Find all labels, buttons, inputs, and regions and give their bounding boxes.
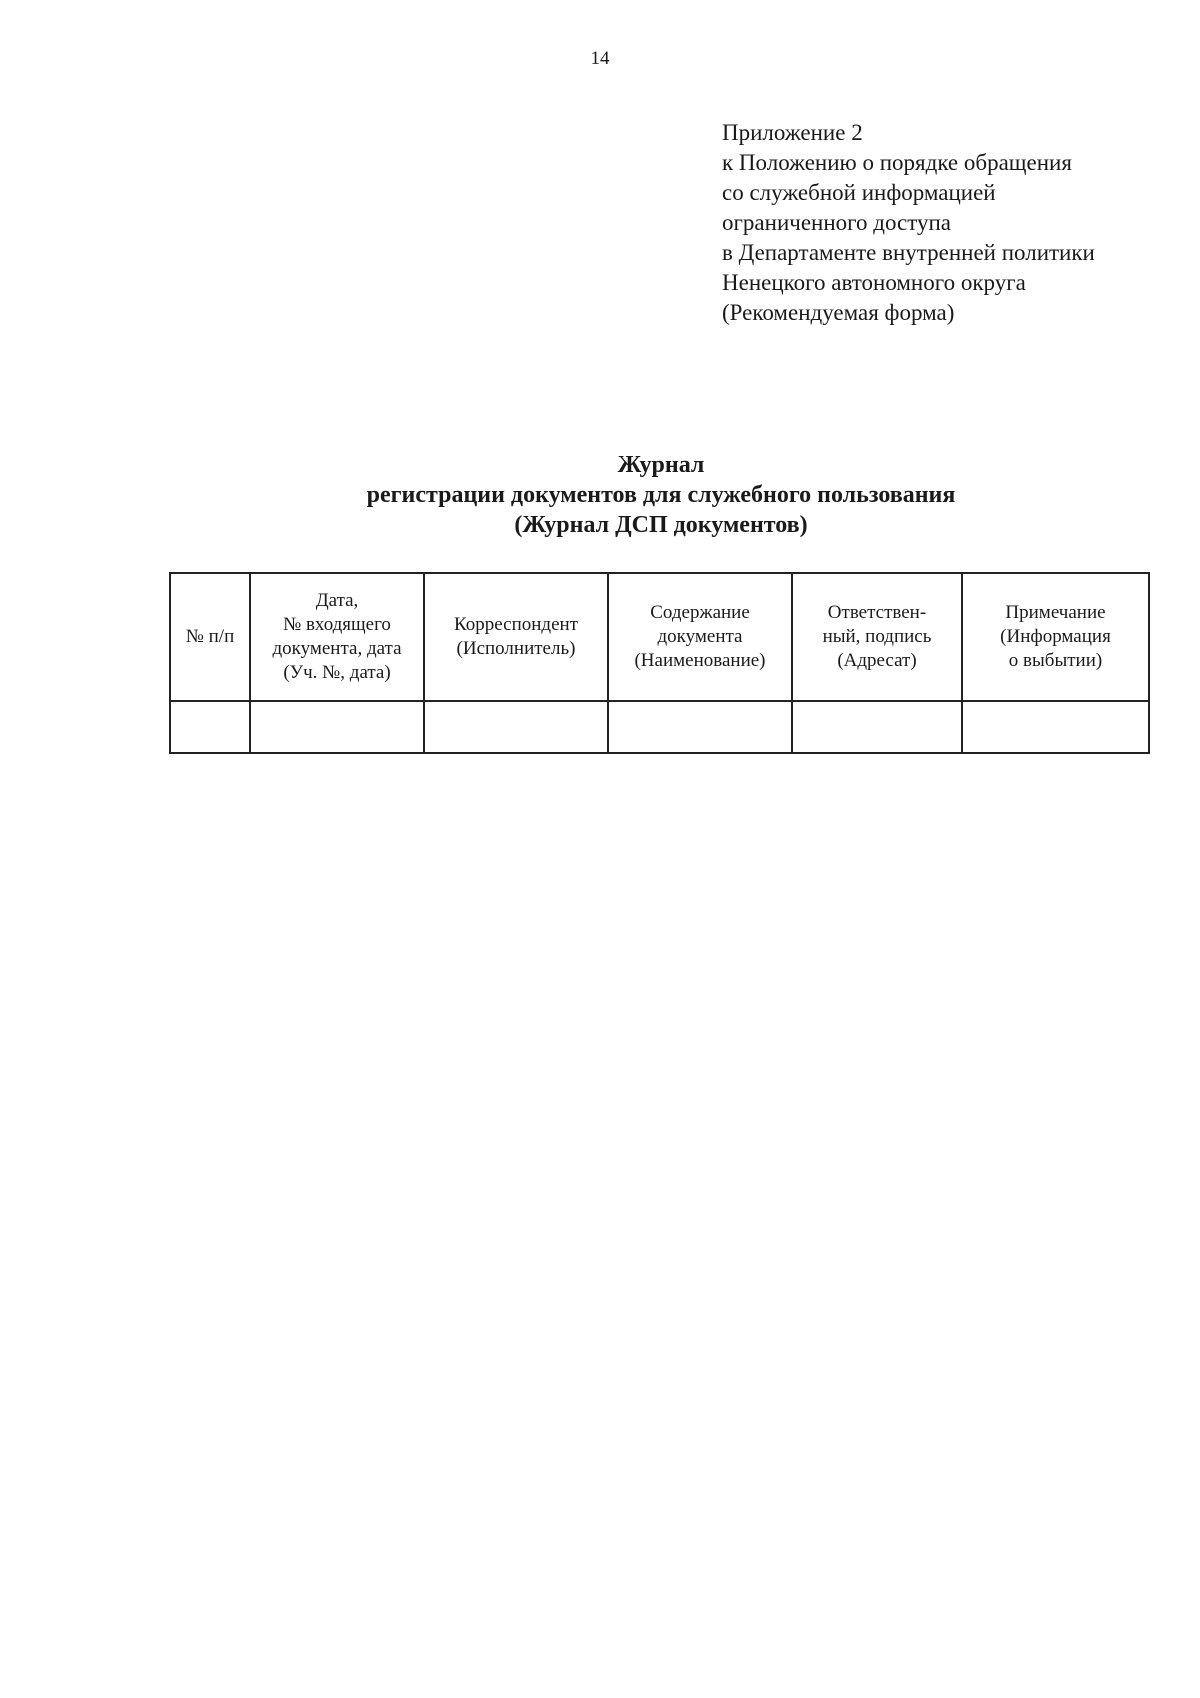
header-line: № входящего bbox=[283, 614, 391, 635]
page-number: 14 bbox=[590, 48, 610, 69]
column-header-responsible bbox=[792, 573, 962, 701]
header-line: Дата, bbox=[315, 590, 359, 611]
header-line: ный, подпись bbox=[822, 626, 932, 647]
header-line: документа, дата bbox=[272, 638, 402, 659]
column-header-number bbox=[170, 573, 250, 701]
header-line: (Уч. №, дата) bbox=[283, 662, 391, 683]
appendix-line: в Департаменте внутренней политики bbox=[722, 240, 1095, 265]
header-line: № п/п bbox=[185, 626, 235, 647]
title-line: Журнал bbox=[617, 452, 705, 478]
appendix-line: Приложение 2 bbox=[722, 120, 863, 145]
title-line: (Журнал ДСП документов) bbox=[514, 512, 808, 538]
column-header-correspondent bbox=[424, 573, 608, 701]
header-line: документа bbox=[657, 626, 743, 647]
document-title bbox=[0, 450, 1200, 540]
header-line: Ответствен- bbox=[827, 602, 927, 623]
appendix-line: Ненецкого автономного округа bbox=[722, 270, 1026, 295]
table-cell bbox=[424, 701, 608, 753]
header-line: (Информация bbox=[1000, 626, 1111, 647]
table-cell bbox=[608, 701, 792, 753]
header-line: (Адресат) bbox=[837, 650, 917, 671]
column-header-note bbox=[962, 573, 1149, 701]
header-line: о выбытии) bbox=[1008, 650, 1103, 671]
header-line: Содержание bbox=[650, 602, 750, 623]
column-header-date bbox=[250, 573, 424, 701]
table-cell bbox=[170, 701, 250, 753]
appendix-line: со служебной информацией bbox=[722, 180, 996, 205]
table-header-row bbox=[170, 573, 1149, 701]
title-line: регистрации документов для служебного пользования bbox=[366, 482, 956, 508]
header-line: (Исполнитель) bbox=[456, 638, 576, 659]
journal-table bbox=[169, 572, 1150, 754]
appendix-line: к Положению о порядке обращения bbox=[722, 150, 1072, 175]
header-line: Примечание bbox=[1005, 602, 1106, 623]
table-cell bbox=[250, 701, 424, 753]
table-row bbox=[170, 701, 1149, 753]
appendix-note bbox=[722, 118, 1095, 328]
header-line: (Наименование) bbox=[634, 650, 766, 671]
table-cell bbox=[792, 701, 962, 753]
appendix-line: (Рекомендуемая форма) bbox=[722, 300, 955, 325]
column-header-content bbox=[608, 573, 792, 701]
header-line: Корреспондент bbox=[454, 614, 578, 635]
appendix-line: ограниченного доступа bbox=[722, 210, 952, 235]
table-cell bbox=[962, 701, 1149, 753]
